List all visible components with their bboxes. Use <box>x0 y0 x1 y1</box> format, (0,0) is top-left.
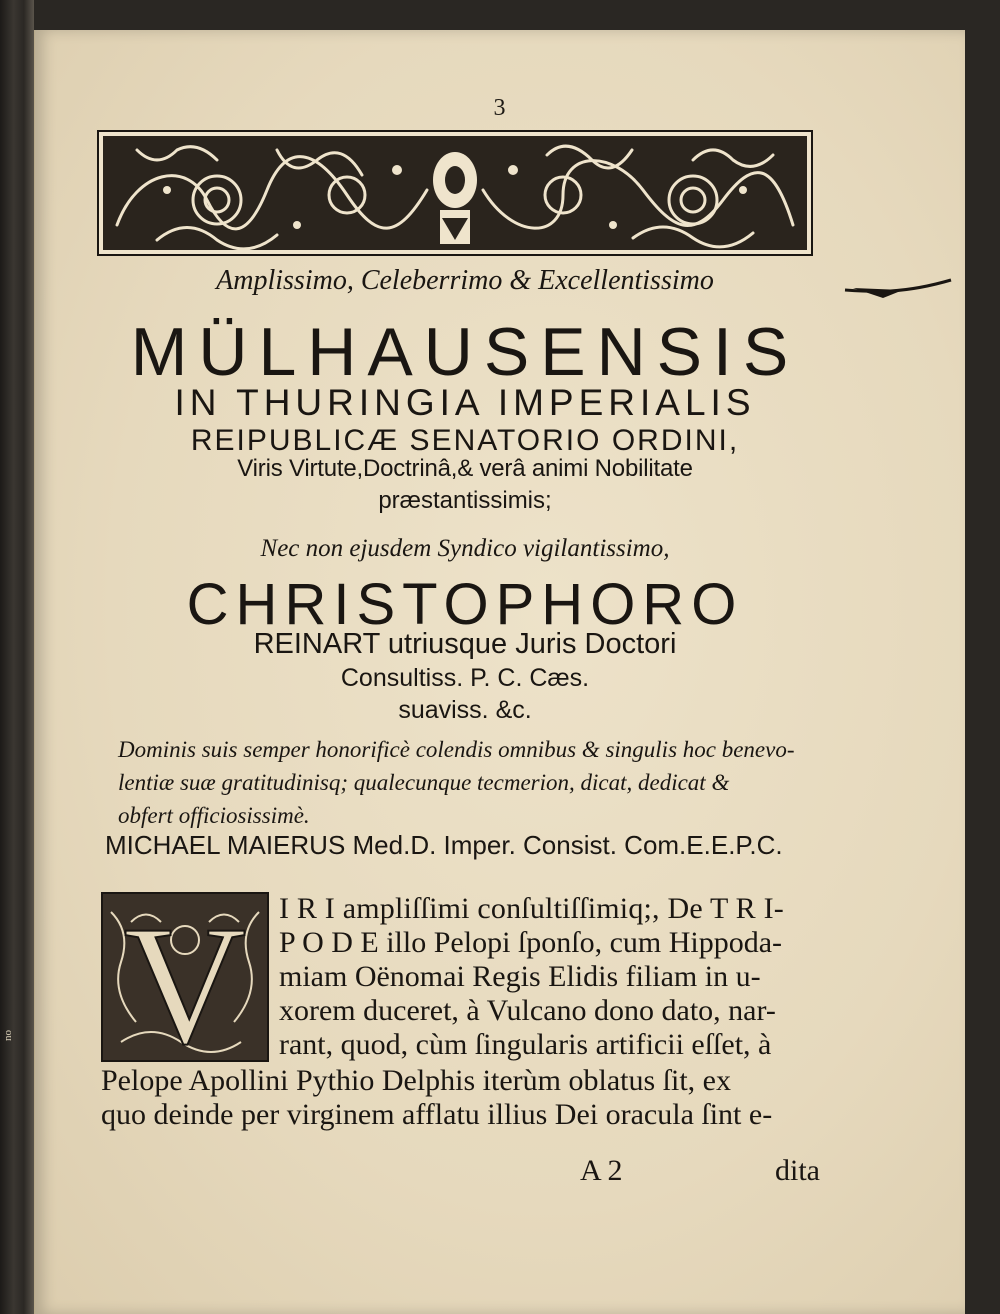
body-line: miam Oënomai Regis Elidis filiam in u- <box>279 960 761 993</box>
praestantissimis-line: præstantissimis; <box>378 487 552 514</box>
consult-line: Consultiss. P. C. Cæs. <box>340 664 590 692</box>
signature-mark: A 2 <box>580 1154 623 1187</box>
surname-line: REINART utriusque Juris Doctori <box>253 628 677 660</box>
body-line: P O D E illo Pelopi ſponſo, cum Hippoda- <box>279 926 783 959</box>
dedication-line: Dominis suis semper honorificè colendis omnibus & singulis hoc benevo- <box>118 737 795 762</box>
body-line: I R I ampliſſimi conſultiſſimiq;, De T R I- <box>279 892 784 925</box>
book-spine <box>0 0 34 1314</box>
ink-pen-mark <box>843 276 953 306</box>
dedication-line: obfert officiosissimè. <box>118 803 310 828</box>
catchword: dita <box>775 1154 820 1187</box>
ornamental-headpiece <box>97 130 813 256</box>
virtues-line: Viris Virtute,Doctrinâ,& verâ animi Nobilitate <box>237 455 693 482</box>
body-line: xorem duceret, à Vulcano dono dato, nar- <box>279 994 776 1027</box>
book-page <box>34 30 965 1314</box>
page-number: 3 <box>493 95 507 121</box>
suaviss-line: suaviss. &c. <box>398 696 532 724</box>
decorated-initial <box>101 892 269 1062</box>
syndic-line: Nec non ejusdem Syndico vigilantissimo, <box>260 535 670 562</box>
republic-line: REIPUBLICÆ SENATORIO ORDINI, <box>190 424 740 457</box>
city-title: MÜLHAUSENSIS <box>130 314 800 390</box>
author-signature: MICHAEL MAIERUS Med.D. Imper. Consist. Com.E.E.P.C. <box>105 830 783 860</box>
dedication-text <box>118 733 833 832</box>
spine-label: no <box>2 1030 14 1041</box>
dedication-line: lentiæ suæ gratitudinisq; qualecunque tecmerion, dicat, dedicat & <box>118 770 730 795</box>
initial-letter: V <box>123 892 247 1062</box>
region-line: IN THURINGIA IMPERIALIS <box>174 382 756 423</box>
body-line: quo deinde per virginem afflatu illius Dei oracula ſint e- <box>101 1098 773 1131</box>
body-line: Pelope Apollini Pythio Delphis iterùm oblatus ſit, ex <box>101 1064 731 1097</box>
body-line: rant, quod, cùm ſingularis artificii eſſet, à <box>279 1028 772 1061</box>
dedication-heading: Amplissimo, Celeberrimo & Excellentissimo <box>216 265 714 296</box>
person-name: CHRISTOPHORO <box>186 572 744 637</box>
